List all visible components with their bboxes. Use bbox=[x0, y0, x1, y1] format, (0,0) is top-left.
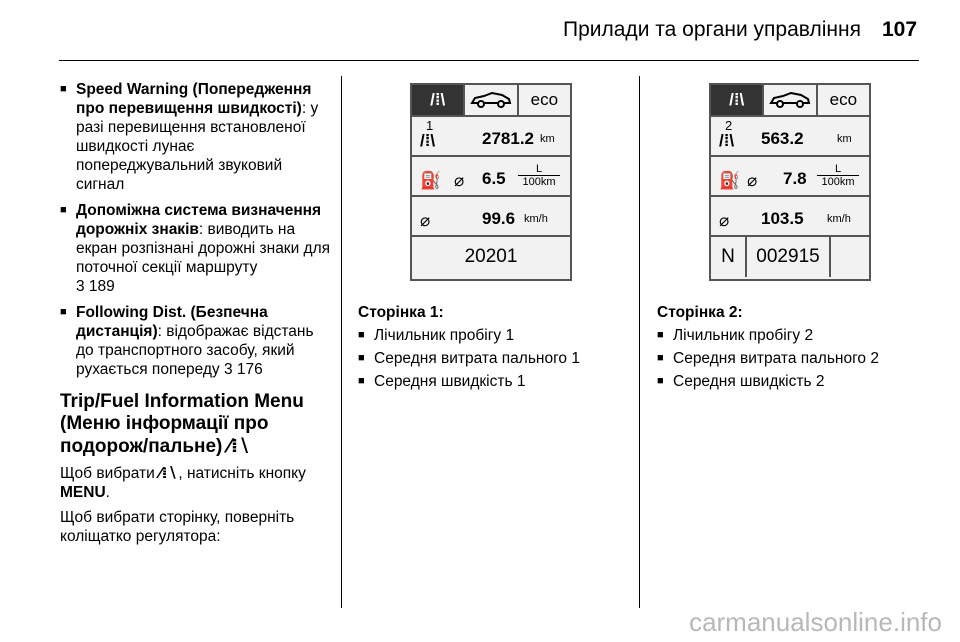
column-divider-2 bbox=[639, 76, 640, 608]
odometer-value: 002915 bbox=[747, 237, 831, 277]
trip-icon: ⁄⁞∖ bbox=[159, 464, 179, 482]
menu-button-label: MENU bbox=[60, 484, 106, 501]
fuel-consumption-unit: $\frac{L}{100km}$ bbox=[518, 163, 560, 188]
trip-icon: /⁞\ bbox=[711, 85, 762, 115]
display-screen-page-2 bbox=[709, 83, 871, 281]
list-item bbox=[60, 201, 332, 296]
average-speed-value: 103.5 bbox=[761, 209, 804, 228]
average-speed-unit: km/h bbox=[524, 213, 548, 225]
trip-icon: /⁞\ bbox=[420, 131, 436, 150]
gear-indicator: N bbox=[711, 237, 747, 277]
description: : виводить на екран розпізнані дорожні знаки для поточної секції маршруту bbox=[76, 221, 331, 276]
instruction-paragraph: Щоб вибрати сторінку, поверніть коліщатко регулятора: bbox=[60, 509, 295, 545]
page-caption: Сторінка 2: bbox=[657, 304, 743, 321]
tab-eco: eco bbox=[530, 90, 559, 109]
watermark: carmanualsonline.info bbox=[689, 607, 942, 637]
list-item: ■ Середня швидкість 2 bbox=[657, 372, 927, 391]
list-item bbox=[60, 303, 332, 379]
column-divider-1 bbox=[341, 76, 342, 608]
fuel-pump-icon: ⛽ bbox=[719, 171, 741, 190]
term: Допоміжна система визначення дорожніх знаків bbox=[76, 202, 322, 238]
average-symbol-icon: ⌀ bbox=[719, 211, 730, 230]
fuel-consumption-value: 7.8 bbox=[783, 169, 807, 188]
page-reference-link[interactable]: 3 189 bbox=[76, 278, 115, 295]
header-rule bbox=[59, 60, 919, 61]
trip-icon: /⁞\ bbox=[719, 131, 735, 150]
trip-distance-unit: km bbox=[540, 133, 555, 145]
list-item: ■ Лічильник пробігу 1 bbox=[358, 326, 628, 345]
average-symbol-icon: ⌀ bbox=[420, 211, 431, 230]
fuel-consumption-unit: $\frac{L}{100km}$ bbox=[817, 163, 859, 188]
column-right-text bbox=[657, 303, 927, 391]
average-speed-unit: km/h bbox=[827, 213, 851, 225]
trip-distance-value: 2781.2 bbox=[482, 129, 534, 148]
list-item: ■ Середня витрата пального 1 bbox=[358, 349, 628, 368]
list-item: ■ Лічильник пробігу 2 bbox=[657, 326, 927, 345]
car-icon bbox=[463, 85, 518, 115]
description: : у разі перевищення встановленої швидкості лунає попереджувальний звуковий сигнал bbox=[76, 100, 319, 193]
list-item bbox=[60, 80, 332, 194]
trip-icon: /⁞\ bbox=[412, 85, 463, 115]
section-heading: Trip/Fuel Information Menu (Меню інформації про подорож/пальне) ⁄⁞∖ bbox=[60, 391, 304, 457]
column-left bbox=[60, 80, 332, 546]
column-middle-text bbox=[358, 303, 628, 391]
odometer-value: 20201 bbox=[464, 246, 518, 267]
trip-distance-unit: km bbox=[837, 133, 852, 145]
running-header-title: Прилади та органи управління bbox=[563, 18, 861, 41]
list-item: ■ Середня витрата пального 2 bbox=[657, 349, 927, 368]
fuel-consumption-value: 6.5 bbox=[482, 169, 506, 188]
page-reference-link[interactable]: 3 176 bbox=[223, 361, 263, 378]
trip-index: 2 bbox=[725, 118, 733, 133]
instruction-paragraph: Щоб вибрати ⁄⁞∖, натисніть кнопку MENU. bbox=[60, 464, 306, 501]
trip-icon: ⁄⁞∖ bbox=[227, 435, 252, 457]
tab-eco: eco bbox=[829, 90, 858, 109]
average-symbol-icon: ⌀ bbox=[454, 171, 465, 190]
car-icon bbox=[762, 85, 817, 115]
trip-distance-value: 563.2 bbox=[761, 129, 804, 148]
trip-index: 1 bbox=[426, 118, 434, 133]
term: Speed Warning (Попередження про перевищення швидкості) bbox=[76, 81, 312, 117]
display-screen-page-1 bbox=[410, 83, 572, 281]
description: : відображає відстань до транспортного засобу, який рухається попереду bbox=[76, 323, 314, 378]
page-number: 107 bbox=[882, 18, 918, 41]
list-item: ■ Середня швидкість 1 bbox=[358, 372, 628, 391]
page-caption: Сторінка 1: bbox=[358, 304, 444, 321]
average-speed-value: 99.6 bbox=[482, 209, 516, 228]
average-symbol-icon: ⌀ bbox=[747, 171, 758, 190]
term: Following Dist. (Безпечна дистанція) bbox=[76, 304, 268, 340]
fuel-pump-icon: ⛽ bbox=[420, 171, 442, 190]
